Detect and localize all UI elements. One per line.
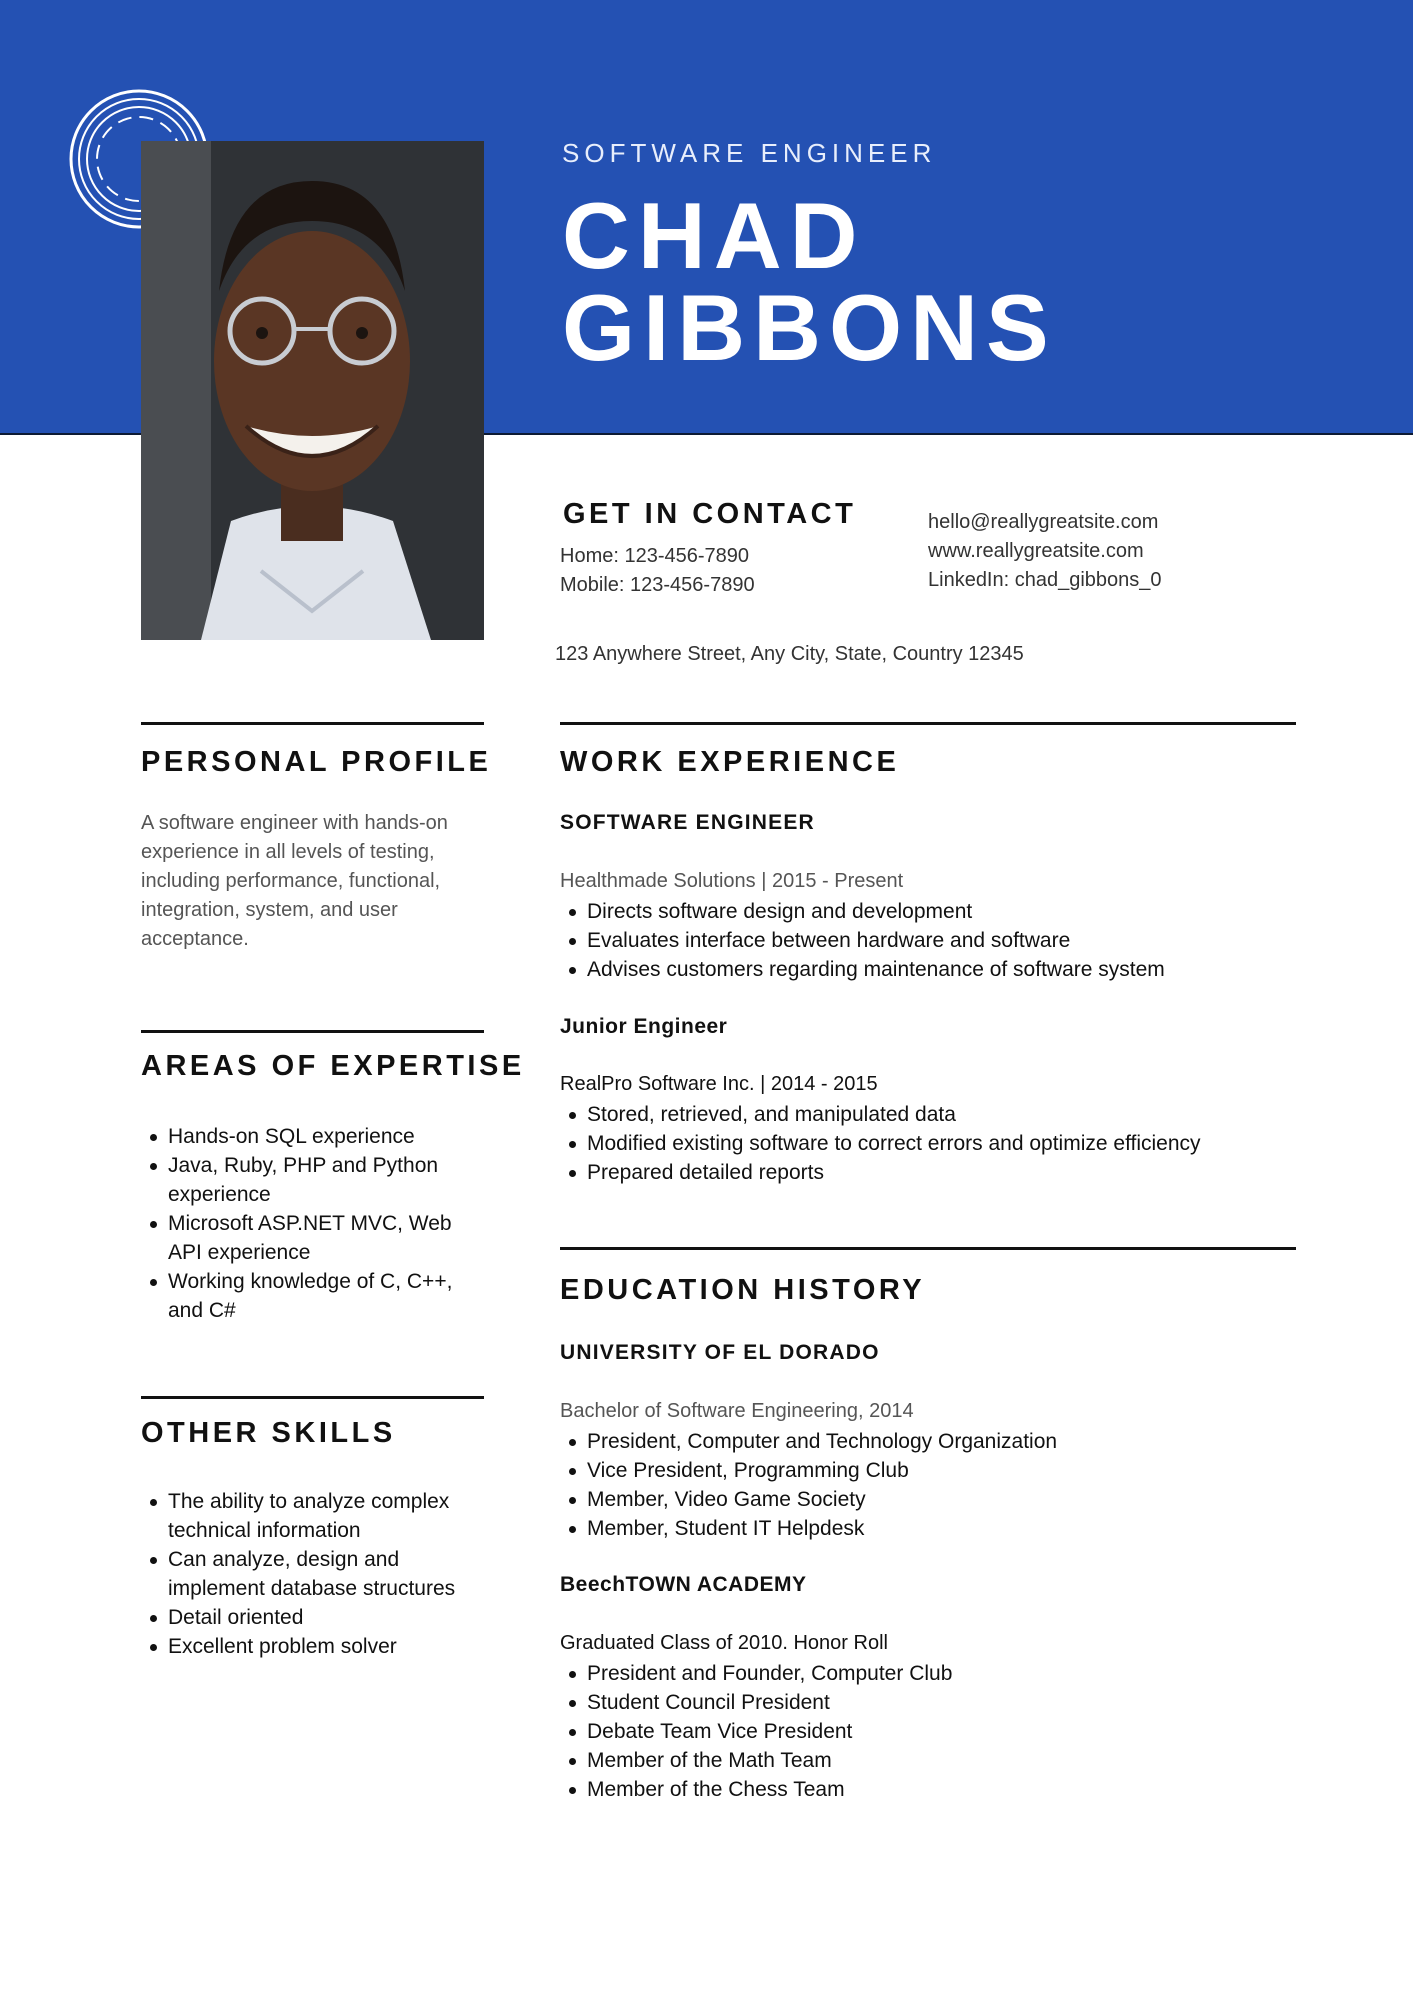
- school-name: UNIVERSITY OF EL DORADO: [560, 1341, 880, 1364]
- profile-line: including performance, functional,: [141, 870, 441, 892]
- job-meta: RealPro Software Inc. | 2014 - 2015: [560, 1073, 878, 1095]
- home-phone: Home: 123-456-7890: [560, 545, 750, 567]
- profile-heading: PERSONAL PROFILE: [141, 746, 492, 778]
- list-item: Stored, retrieved, and manipulated data: [560, 1100, 1296, 1129]
- street-address: 123 Anywhere Street, Any City, State, Country 12345: [555, 643, 1024, 665]
- skills-divider: [141, 1396, 484, 1399]
- list-item: Java, Ruby, PHP and Python experience: [141, 1151, 471, 1209]
- school-meta: Bachelor of Software Engineering, 2014: [560, 1400, 914, 1422]
- skills-heading: OTHER SKILLS: [141, 1417, 396, 1449]
- contact-heading: GET IN CONTACT: [563, 498, 857, 530]
- list-item: Prepared detailed reports: [560, 1158, 1296, 1187]
- list-item: Debate Team Vice President: [560, 1717, 1296, 1746]
- job-meta: Healthmade Solutions | 2015 - Present: [560, 870, 904, 892]
- name-last: GIBBONS: [562, 275, 1057, 380]
- online-contact-block: [928, 508, 1162, 595]
- website-link[interactable]: www.reallygreatsite.com: [928, 540, 1144, 562]
- list-item: Detail oriented: [141, 1603, 481, 1632]
- job-duties: [560, 1100, 1296, 1187]
- candidate-name: [562, 183, 1057, 380]
- mobile-phone: Mobile: 123-456-7890: [560, 574, 755, 596]
- work-divider: [560, 722, 1296, 725]
- school-name: BeechTOWN ACADEMY: [560, 1573, 807, 1596]
- profile-line: experience in all levels of testing,: [141, 841, 435, 863]
- profile-photo: [141, 141, 484, 640]
- list-item: President and Founder, Computer Club: [560, 1659, 1296, 1688]
- skills-list: [141, 1487, 481, 1661]
- list-item: Working knowledge of C, C++, and C#: [141, 1267, 471, 1325]
- list-item: The ability to analyze complex technical information: [141, 1487, 481, 1545]
- list-item: Member of the Chess Team: [560, 1775, 1296, 1804]
- education-heading: EDUCATION HISTORY: [560, 1274, 926, 1306]
- list-item: Can analyze, design and implement database structures: [141, 1545, 481, 1603]
- expertise-divider: [141, 1030, 484, 1033]
- school-meta: Graduated Class of 2010. Honor Roll: [560, 1632, 888, 1654]
- list-item: Microsoft ASP.NET MVC, Web API experience: [141, 1209, 471, 1267]
- linkedin-link[interactable]: LinkedIn: chad_gibbons_0: [928, 569, 1162, 591]
- portrait-photo: [141, 141, 484, 640]
- job-duties: [560, 897, 1296, 984]
- list-item: Member, Student IT Helpdesk: [560, 1514, 1296, 1543]
- expertise-heading: AREAS OF EXPERTISE: [141, 1050, 525, 1082]
- list-item: Modified existing software to correct errors and optimize efficiency: [560, 1129, 1296, 1158]
- list-item: Directs software design and development: [560, 897, 1296, 926]
- job-title-subtitle: SOFTWARE ENGINEER: [562, 138, 937, 168]
- school-activities: [560, 1427, 1296, 1543]
- list-item: Student Council President: [560, 1688, 1296, 1717]
- work-heading: WORK EXPERIENCE: [560, 746, 900, 778]
- expertise-list: [141, 1122, 471, 1325]
- list-item: Vice President, Programming Club: [560, 1456, 1296, 1485]
- education-divider: [560, 1247, 1296, 1250]
- profile-line: integration, system, and user: [141, 899, 398, 921]
- profile-line: A software engineer with hands-on: [141, 812, 448, 834]
- list-item: Member of the Math Team: [560, 1746, 1296, 1775]
- phone-block: [560, 542, 755, 600]
- name-first: CHAD: [562, 183, 866, 288]
- profile-line: acceptance.: [141, 928, 249, 950]
- list-item: President, Computer and Technology Organization: [560, 1427, 1296, 1456]
- job-title: SOFTWARE ENGINEER: [560, 811, 815, 834]
- list-item: Advises customers regarding maintenance of software system: [560, 955, 1296, 984]
- list-item: Evaluates interface between hardware and software: [560, 926, 1296, 955]
- list-item: Member, Video Game Society: [560, 1485, 1296, 1514]
- list-item: Hands-on SQL experience: [141, 1122, 471, 1151]
- job-title: Junior Engineer: [560, 1015, 728, 1038]
- profile-divider: [141, 722, 484, 725]
- email-link[interactable]: hello@reallygreatsite.com: [928, 511, 1159, 533]
- list-item: Excellent problem solver: [141, 1632, 481, 1661]
- profile-text: [141, 809, 484, 954]
- school-activities: [560, 1659, 1296, 1804]
